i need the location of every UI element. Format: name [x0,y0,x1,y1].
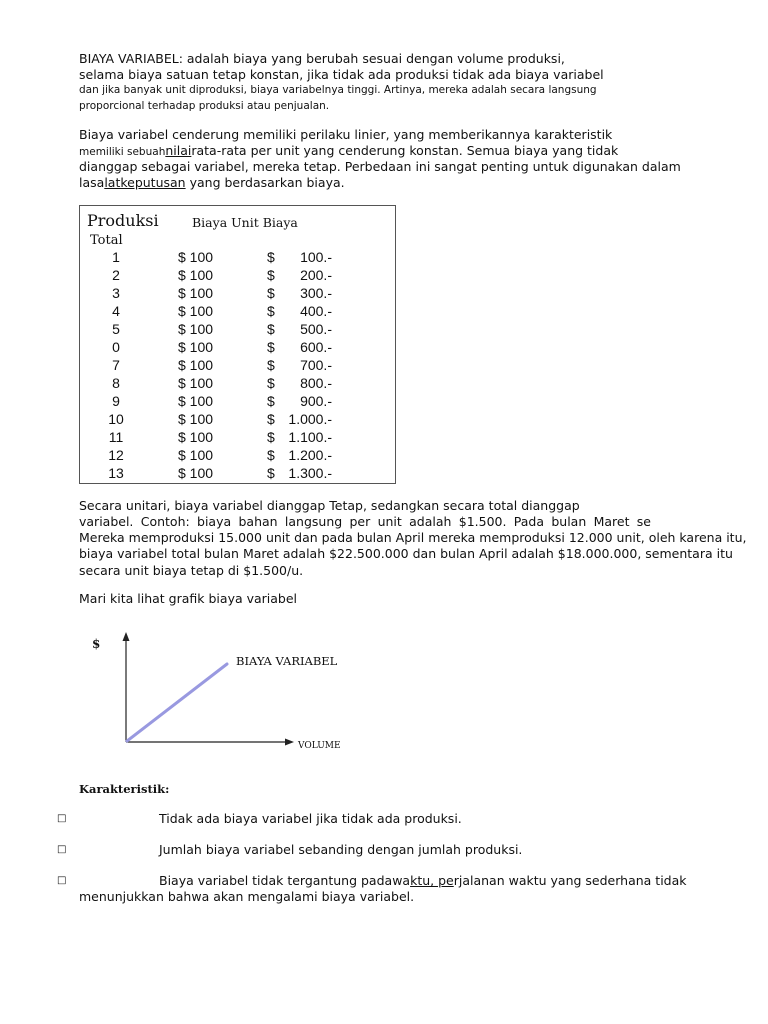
bullet-icon: □ [57,813,67,824]
table-cell-qty: 0 [112,339,120,355]
table-cell-total-cost: 500.- [300,321,332,337]
table-row [80,320,397,338]
karakteristik-item-3-line1 [159,873,687,889]
table-cell-currency: $ [267,411,275,427]
table-row [80,302,397,320]
table-cell-unit-cost: $ 100 [178,249,214,265]
table-cell-unit-cost: $ 100 [178,303,214,319]
para2-line2-start: memiliki sebuah [79,146,166,158]
table-cell-currency: $ [267,267,275,283]
table-cell-unit-cost: $ 100 [178,267,214,283]
table-cell-currency: $ [267,357,275,373]
table-cell-total-cost: 700.- [300,357,332,373]
table-cell-total-cost: 100.- [300,249,332,265]
table-cell-qty: 4 [112,303,120,319]
table-cell-unit-cost: $ 100 [178,465,214,481]
table-cell-qty: 12 [108,447,124,463]
karakteristik-item-3-line2: menunjukkan bahwa akan mengalami biaya variabel. [79,889,415,904]
table-cell-currency: $ [267,285,275,301]
table-row [80,374,397,392]
table-cell-currency: $ [267,321,275,337]
table-cell-total-cost: 300.- [300,285,332,301]
table-cell-total-cost: 200.- [300,267,332,283]
table-row [80,266,397,284]
para2-line1: Biaya variabel cenderung memiliki perilaku linier, yang memberikannya karakteristik [79,127,613,142]
chart-x-label: VOLUME [298,741,341,751]
table-cell-total-cost: 900.- [300,393,332,409]
table-cell-total-cost: 800.- [300,375,332,391]
keputusan-link[interactable]: latkeputusan [104,175,186,190]
table-cell-unit-cost: $ 100 [178,393,214,409]
karakteristik-item-2: Jumlah biaya variabel sebanding dengan jumlah produksi. [159,842,523,857]
para2-line3: dianggap sebagai variabel, mereka tetap. Perbedaan ini sangat penting untuk digunakan dalam [79,159,681,174]
para4: Mari kita lihat grafik biaya variabel [79,591,298,606]
table-cell-currency: $ [267,339,275,355]
chart-y-arrow [123,632,130,641]
table-header-total: Total [90,233,123,248]
para1-line2: selama biaya satuan tetap konstan, jika tidak ada produksi tidak ada biaya variabel [79,67,604,82]
table-cell-currency: $ [267,465,275,481]
para3-line5: secara unit biaya tetap di $1.500/u. [79,563,304,578]
table-cell-total-cost: 1.100.- [288,429,332,445]
para3-line2: variabel. Contoh: biaya bahan langsung per unit adalah $1.500. Pada bulan Maret se [79,514,651,529]
table-cell-qty: 8 [112,375,120,391]
para2-line4 [79,175,345,191]
table-cell-total-cost: 1.300.- [288,465,332,481]
table-cell-unit-cost: $ 100 [178,375,214,391]
para1-line3: dan jika banyak unit diproduksi, biaya variabelnya tinggi. Artinya, mereka adalah secara langsung [79,84,597,96]
table-cell-currency: $ [267,429,275,445]
table-cell-qty: 9 [112,393,120,409]
bullet-icon: □ [57,844,67,855]
table-cell-total-cost: 600.- [300,339,332,355]
para2-line4-start: lasa [79,175,105,190]
para3-line1: Secara unitari, biaya variabel dianggap Tetap, sedangkan secara total dianggap [79,498,580,513]
table-cell-currency: $ [267,393,275,409]
table-row [80,248,397,266]
table-cell-total-cost: 1.000.- [288,411,332,427]
table-cell-qty: 3 [112,285,120,301]
table-cell-unit-cost: $ 100 [178,339,214,355]
variable-cost-chart [80,628,370,760]
table-cell-unit-cost: $ 100 [178,357,214,373]
karakteristik-item-1: Tidak ada biaya variabel jika tidak ada produksi. [159,811,462,826]
table-header-biaya: Biaya Unit Biaya [192,215,298,230]
table-cell-unit-cost: $ 100 [178,321,214,337]
para1-line1: BIAYA VARIABEL: adalah biaya yang berubah sesuai dengan volume produksi, [79,51,565,66]
table-cell-qty: 13 [108,465,124,481]
para2-line2-end: rata-rata per unit yang cenderung konstan. Semua biaya yang tidak [191,143,619,158]
para2-line4-end: yang berdasarkan biaya. [185,175,345,190]
table-row [80,428,397,446]
table-cell-unit-cost: $ 100 [178,411,214,427]
table-row [80,446,397,464]
para3-line4: biaya variabel total bulan Maret adalah $22.500.000 dan bulan April adalah $18.000.000, sementara itu [79,546,733,561]
cost-table [79,205,396,484]
table-row [80,356,397,374]
table-cell-total-cost: 1.200.- [288,447,332,463]
table-row [80,392,397,410]
bullet-icon: □ [57,875,67,886]
table-cell-unit-cost: $ 100 [178,447,214,463]
table-cell-qty: 1 [112,249,120,265]
table-row [80,464,397,482]
table-cell-qty: 11 [108,429,124,445]
para3-line3: Mereka memproduksi 15.000 unit dan pada bulan April mereka memproduksi 12.000 unit, oleh karena itu, [79,530,747,545]
table-row [80,410,397,428]
para2-line2 [79,143,618,160]
table-cell-qty: 5 [112,321,120,337]
karakteristik-heading: Karakteristik: [79,782,170,796]
waktu-link[interactable]: ktu, pe [410,873,454,888]
chart-y-label: $ [92,637,101,651]
item3-end: rjalanan waktu yang sederhana tidak [453,873,687,888]
item3-start: Biaya variabel tidak tergantung padawa [159,873,411,888]
table-cell-currency: $ [267,447,275,463]
nilai-link[interactable]: nilai [165,143,192,158]
table-cell-currency: $ [267,303,275,319]
table-row [80,284,397,302]
table-cell-currency: $ [267,375,275,391]
table-cell-unit-cost: $ 100 [178,429,214,445]
table-cell-total-cost: 400.- [300,303,332,319]
table-cell-unit-cost: $ 100 [178,285,214,301]
table-cell-qty: 7 [112,357,120,373]
table-cell-qty: 2 [112,267,120,283]
para1-line4: proporcional terhadap produksi atau penjualan. [79,100,330,112]
table-row [80,338,397,356]
table-header-produksi: Produksi [87,211,159,230]
chart-series-label: BIAYA VARIABEL [236,654,338,668]
table-cell-qty: 10 [108,411,124,427]
chart-series-line [127,664,227,741]
chart-x-arrow [285,739,294,746]
table-cell-currency: $ [267,249,275,265]
